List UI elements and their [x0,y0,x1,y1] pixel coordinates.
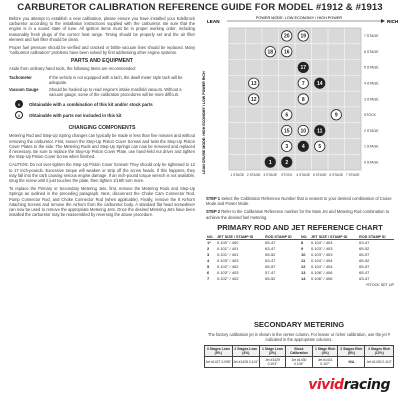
table-cell: 0.101" / 401 [217,252,239,258]
meter-value-cell: Jet #1427 0.098" [205,357,233,368]
table-cell: 0.101" / 401 [217,246,239,252]
table-row [206,276,394,282]
right-column [206,196,394,287]
rod-chart-header: PRIMARY ROD AND JET REFERENCE CHART [217,222,383,232]
calibration-point-label: 18 [267,49,274,56]
calibration-point-label: 4 [301,144,305,151]
parts-intro: Aside from ordinary hand tools, the following items are recommended: [9,66,136,72]
secondary-text: The factory calibration jet is shown in the center column. For leaner or richer calibration, use the jet # indicated in the appropriate columns. [207,332,391,343]
table-cell: 6 [207,270,210,276]
table-cell: 3 [207,252,210,258]
calibration-point-label: 14 [316,81,323,88]
top-axis-title: POWER MODE: LOW ECONOMY / HIGH POWER [255,16,343,20]
table-cell: 0.102" / 402 [217,276,239,282]
table-header-row [206,235,394,240]
column-header: ROD STAMP ID [264,235,300,240]
col-label: 4 STAGE [296,173,311,177]
top-axis-lean-label: LEAN [207,19,220,24]
meter-value-row [205,357,394,368]
row-label: 6 STAGE [364,49,379,54]
legend-label: Obtainable with parts not included in this kit [29,112,122,118]
calibration-point-label: 19 [300,33,307,40]
row-label: 2 STAGE [364,128,379,133]
col-label: 3 STAGE [263,173,278,177]
step-1 [206,196,394,206]
brand-logo [308,377,390,393]
legend-item-solid [15,100,195,108]
meter-column-header: 1 Stage Lean (2%) [260,346,286,357]
table-cell: 12 [300,264,306,270]
calibration-point-label: 11 [317,128,323,135]
changing-header: CHANGING COMPONENTS [68,125,136,132]
table-cell: 57-47 [265,270,276,276]
row-label: 0 STAGE [364,160,379,165]
meter-value-cell: Jet #1431 0.107" [312,357,337,368]
table-row [206,252,394,258]
logo-part-2: racing [343,377,390,393]
parts-item-tachometer [9,75,195,85]
open-circle-icon: # [15,111,23,119]
meter-value-cell: Jet #1432 0.110" [365,357,394,368]
column-header: ROD STAMP ID [358,235,394,240]
calibration-point-label: 5 [318,144,322,151]
parts-header: PARTS AND EQUIPMENT [71,58,133,65]
intro-paragraph: Proper fuel pressure should be verified and cracked or brittle vacuum lines should be replaced. Many "carburetor calibration" problems have been solved by first addressing other engine systems. [9,45,195,56]
table-cell: 8 [300,240,304,246]
calibration-point-label: 17 [300,65,307,72]
step-2 [206,209,394,219]
col-label: 7 STAGE [345,173,360,177]
col-label: 6 STAGE [329,173,344,177]
table-cell: 7 [207,276,210,282]
table-cell: 0.104" / 404 [310,240,333,246]
calibration-point-label: 3 [285,144,289,151]
table-cell: 65-52 [359,258,370,264]
row-label: 4 STAGE [364,81,379,86]
step-label: STEP 1 [206,196,221,201]
table-cell: 0.103" / 403 [310,252,333,258]
col-label: 1 STAGE [230,173,245,177]
table-cell: 65-57 [265,264,276,270]
meter-value-cell: Jet #1428 0.101" [232,357,260,368]
table-cell: 63-47 [359,240,370,246]
step-label: STEP 2 [206,209,221,215]
solid-circle-icon: # [15,100,23,108]
table-cell: 5 [207,264,210,270]
table-row [206,264,394,270]
stock-note: *STOCK SET UP [365,282,394,287]
meter-column-header: 3 Stages Lean (5%) [205,346,233,357]
table-cell: 0.102" / 402 [217,264,239,270]
column-header: NO. [300,235,310,240]
table-cell: 65-57 [359,252,370,258]
calibration-point-label: 6 [285,112,289,119]
meter-value-cell: Jet #1429 0.103" [260,357,286,368]
step-text: Refer to the Calibration Reference number for the Main Jet and Metering Rod combination to achieve the desired fuel metering. [206,209,390,220]
changing-paragraph: Metering Rod and Step-Up Spring changes can typically be made in less than five minutes and without removing the carburetor. First, loosen the Step-Up Piston Cover Screws and twist the Step-Up Piston Cover Plates to the side. The Metering Rods and Step-Up Springs can now be removed and replaced if necessary. Be sure to replace the Step-Up Piston Cover Plate, use hand-held nut driver and tighten the Step-Up Piston Cover Screw when finished. [9,133,195,160]
table-cell: 0.104" / 404 [310,264,333,270]
parts-item-vacuum-gauge [9,87,195,97]
calibration-chart [199,14,399,191]
table-cell: 14 [300,276,306,282]
table-cell: 0.104" / 404 [310,258,333,264]
table-cell: 0.106" / 406 [310,270,333,276]
chart-col-labels [230,173,360,177]
chart-row-labels [364,34,379,164]
table-cell: 1* [207,240,211,246]
meter-column-header: 1 Stage Rich (4%) [312,346,337,357]
meter-value-cell: N/A [338,357,365,368]
calibration-point-label: 8 [301,96,305,103]
calibration-point-label: 15 [283,128,290,135]
step-text: Select the Calibration Reference Number that is nearest to your desired combination of Cruise Mode and Power Mode. [206,196,392,207]
table-cell: 0.100" / 400 [217,240,239,246]
intro-paragraph: Before you attempt to establish a new calibration, please ensure you have installed your Edelbrock carburetor according to the installation instructions supplied with the carburetor. Be sure that the engine is in a sound state of tune. All ignition items must be in proper working order, including reasonably fresh plugs of the correct heat range. Timing should be properly set and the air filter element and fuel filter should be clean. [9,16,195,42]
changing-paragraph: To replace the Primary or Secondary Metering Jets, first, remove the Metering Rods and Step-Up Springs as outlined in the preceding paragraph. Next, disconnect the Choke Cam Connector Rod, Pump Connector Rod, and Choke Connector Rod (when applicable). Finally, remove the 8 Airhorn Attaching Screws and remove the Airhorn from the carburetor body. A standard flat head screwdriver can now be used to remove the appropriate Metering Jets. Once the desired Metering Jets have been installed the carburetor may be reassembled by reversing the above procedure. [9,186,195,218]
row-label: STOCK [364,113,376,118]
table-cell: 65-47 [359,270,370,276]
table-cell: 9 [300,246,304,252]
calibration-chart-svg [199,14,399,191]
table-cell: 65-57 [359,264,370,270]
meter-column-header: 2 Stages Lean (4%) [232,346,260,357]
meter-value-cell: Jet #1430 0.104" [285,357,312,368]
table-row [206,270,394,276]
parts-desc: If the vehicle is not equipped with a tach, the dwell meter style tach will be adequate. [49,74,183,85]
calibration-point-label: 20 [283,33,290,40]
parts-desc: Should be hooked up to read engine's intake manifold vacuum. Without a vacuum gauge, some of the calibration procedures will be more difficult. [49,87,182,98]
table-cell: 63-47 [359,276,370,282]
secondary-jet-table [204,345,394,368]
table-cell: 65-47 [265,240,276,246]
calibration-point-label: 2 [285,159,289,166]
row-label: 5 STAGE [364,65,379,70]
table-cell: 0.103" / 403 [217,270,239,276]
col-label: STOCK [281,173,293,177]
changing-paragraph: CAUTION: Do not over-tighten the Step-Up Piston Cover Screws! They should only be tightened to 12 to 17 inch-pounds. Excessive torque will weaken or strip off the screw heads. If this happens, they may fall into the carb causing serious engine damage. If an inch-pound torque wrench is not available, snug the screw until it just touches the plate, then tighten 1/16th turn more. [9,162,195,184]
legend-label: Obtainable with a combination of this kit and/or stock parts [29,101,153,107]
calibration-point-label: 12 [250,96,257,103]
meter-header-row [205,346,394,357]
rod-jet-table [206,235,394,282]
secondary-metering-section [204,318,394,368]
table-cell: 63-47 [265,258,276,264]
row-label: 3 STAGE [364,97,379,102]
table-cell: 65-52 [265,276,276,282]
calibration-point-label: 10 [300,128,307,135]
table-row [206,258,394,264]
left-column [9,16,195,220]
calibration-point-label: 13 [250,81,257,88]
page-title: CARBURETOR CALIBRATION REFERENCE GUIDE FOR MODEL #1912 & #1913 [17,2,383,13]
column-header: JET SIZE / STAMP ID [310,235,358,240]
parts-term: Tachometer [9,74,32,80]
calibration-point-label: 9 [334,112,338,119]
calibration-point-label: 1 [268,159,272,166]
row-label: 1 STAGE [364,144,379,149]
table-cell: 2 [207,246,210,252]
column-header: NO. [206,235,216,240]
table-cell: 11 [300,258,306,264]
top-axis-arrow-icon [381,19,385,23]
meter-column-header: 2 Stages Rich (8%) [338,346,365,357]
calibration-point-label: 7 [301,81,305,88]
table-cell: 4 [207,258,210,264]
left-axis-title: LEAN CRUISE MODE: HIGH ECONOMY / LOW POWER RICH [202,71,206,174]
row-label: 7 STAGE [364,34,379,39]
rod-table-body [206,239,394,282]
top-axis-rich-label: RICH [387,19,399,24]
table-cell: 65-52 [265,252,276,258]
meter-column-header: 3 Stages Rich (12%) [365,346,394,357]
logo-part-1: vivid [308,377,344,393]
col-label: 5 STAGE [312,173,327,177]
table-cell: 0.106" / 406 [310,276,333,282]
col-label: 2 STAGE [246,173,261,177]
legend-item-open [15,111,195,119]
table-cell: 0.103" / 403 [310,246,333,252]
table-cell: 63-47 [265,246,276,252]
table-row [206,239,394,246]
table-row [206,246,394,252]
table-cell: 10 [300,252,306,258]
table-cell: 0.103" / 403 [217,258,239,264]
parts-term: Vacuum Gauge [9,87,39,93]
column-header: JET SIZE / STAMP ID [216,235,264,240]
meter-column-header: Stock Calibration [285,346,312,357]
table-cell: 65-52 [359,246,370,252]
secondary-header: SECONDARY METERING [253,320,345,329]
calibration-point-label: 16 [283,49,290,56]
table-cell: 13 [300,270,306,276]
